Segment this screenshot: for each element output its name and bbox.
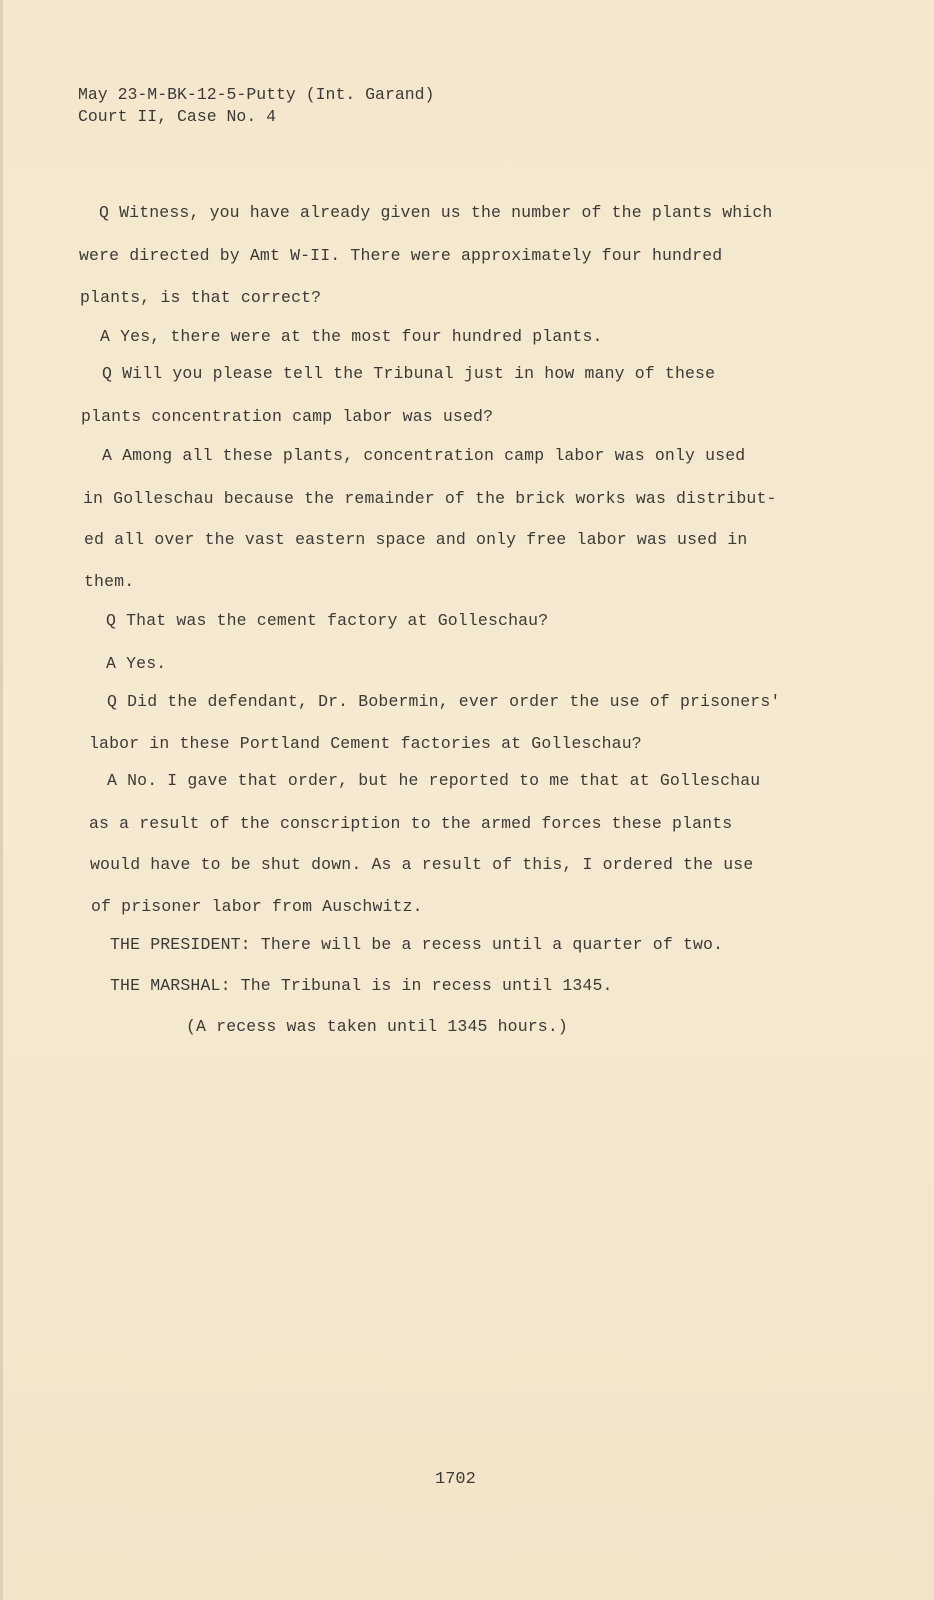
transcript-line-16: as a result of the conscription to the armed forces these plants bbox=[89, 814, 733, 833]
transcript-line-12: A Yes. bbox=[106, 654, 167, 673]
transcript-line-7: A Among all these plants, concentration camp labor was only used bbox=[102, 446, 746, 465]
transcript-line-1: Q Witness, you have already given us the number of the plants which bbox=[99, 203, 773, 222]
transcript-line-8: in Golleschau because the remainder of the brick works was distribut- bbox=[83, 489, 777, 508]
page-number: 1702 bbox=[435, 1470, 476, 1489]
transcript-line-5: Q Will you please tell the Tribunal just in how many of these bbox=[102, 364, 716, 383]
header-line-session: May 23-M-BK-12-5-Putty (Int. Garand) bbox=[78, 85, 435, 104]
header-line-court-case: Court II, Case No. 4 bbox=[78, 107, 277, 126]
transcript-line-11: Q That was the cement factory at Golleschau? bbox=[106, 611, 549, 630]
transcript-line-6: plants concentration camp labor was used? bbox=[81, 407, 494, 426]
transcript-line-3: plants, is that correct? bbox=[80, 288, 322, 307]
transcript-line-17: would have to be shut down. As a result of this, I ordered the use bbox=[90, 855, 754, 874]
transcript-line-9: ed all over the vast eastern space and only free labor was used in bbox=[84, 530, 748, 549]
transcript-line-4: A Yes, there were at the most four hundred plants. bbox=[100, 327, 603, 346]
document-header bbox=[78, 84, 434, 128]
transcript-line-2: were directed by Amt W-II. There were approximately four hundred bbox=[79, 246, 723, 265]
transcript-line-21: (A recess was taken until 1345 hours.) bbox=[186, 1017, 568, 1036]
transcript-line-13: Q Did the defendant, Dr. Bobermin, ever order the use of prisoners' bbox=[107, 692, 781, 711]
transcript-line-10: them. bbox=[84, 572, 135, 591]
transcript-line-20: THE MARSHAL: The Tribunal is in recess until 1345. bbox=[110, 976, 613, 995]
transcript-line-18: of prisoner labor from Auschwitz. bbox=[91, 897, 423, 916]
transcript-line-19: THE PRESIDENT: There will be a recess until a quarter of two. bbox=[110, 935, 724, 954]
transcript-line-14: labor in these Portland Cement factories at Golleschau? bbox=[89, 734, 642, 753]
transcript-line-15: A No. I gave that order, but he reported to me that at Golleschau bbox=[107, 771, 761, 790]
